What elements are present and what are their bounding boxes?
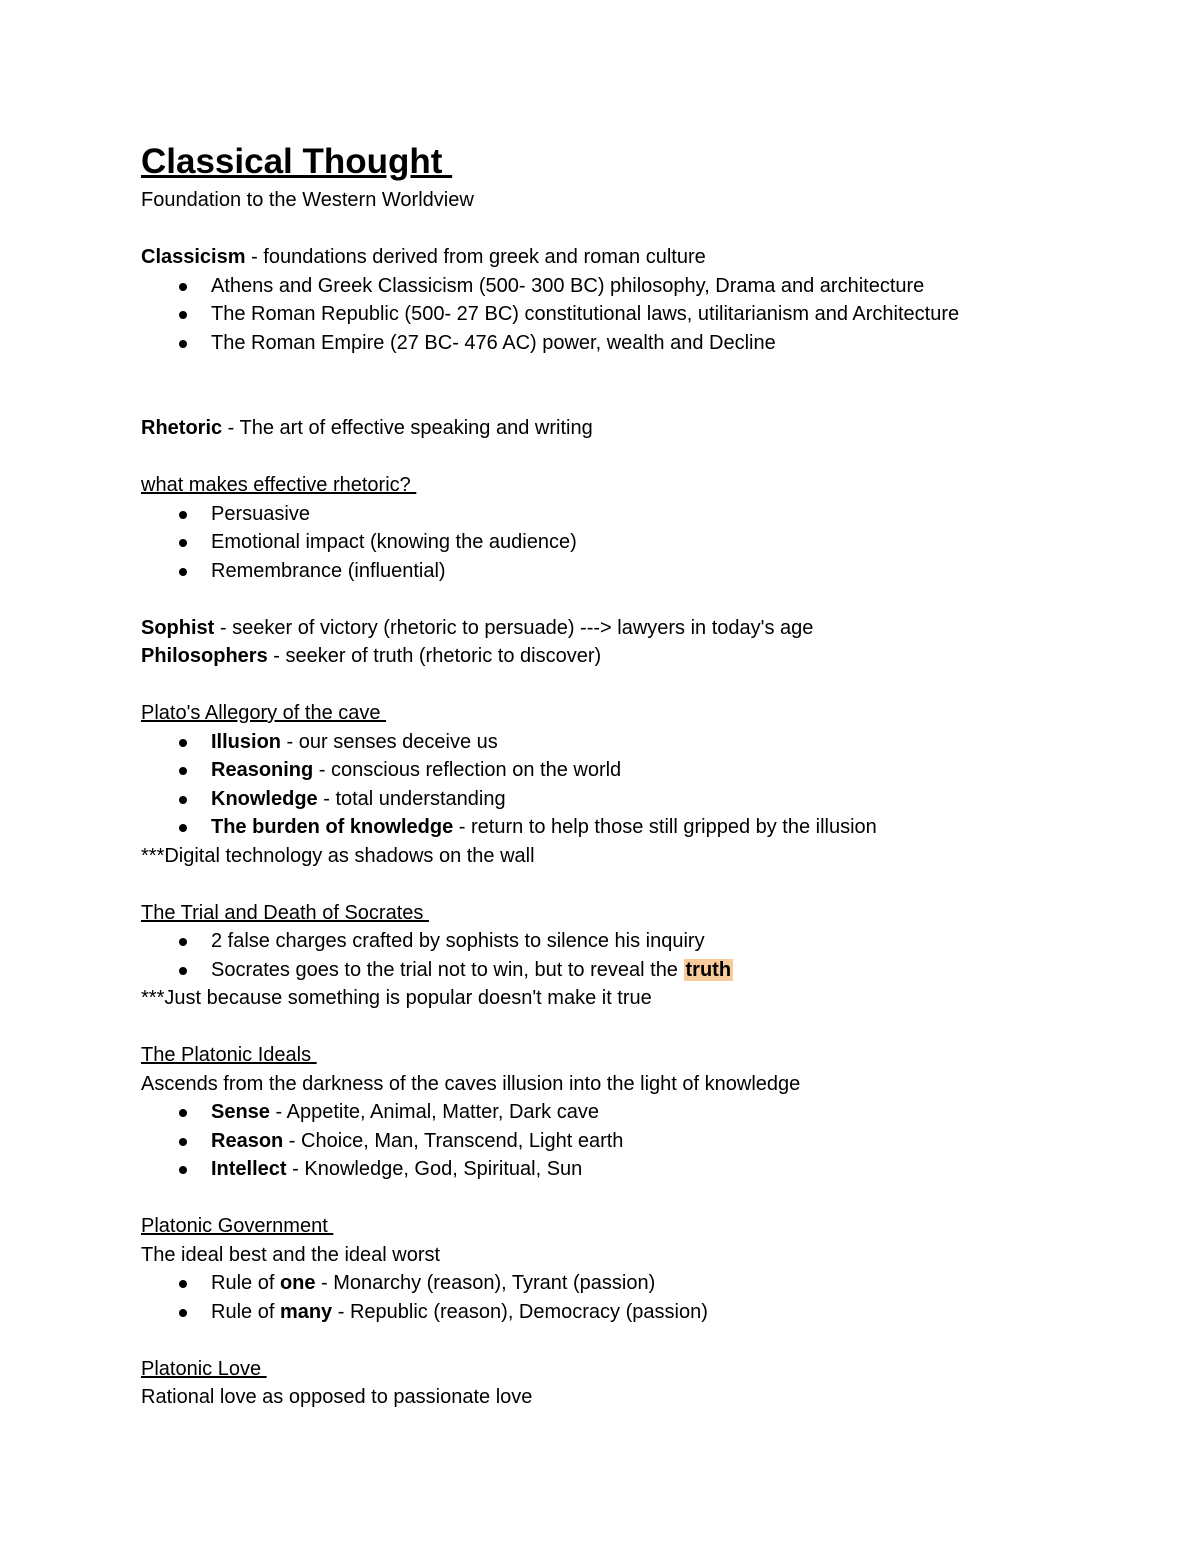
list-item: Rule of one - Monarchy (reason), Tyrant (passion) (141, 1269, 1101, 1298)
list-item: The burden of knowledge - return to help those still gripped by the illusion (141, 813, 1101, 842)
government-heading: Platonic Government (141, 1215, 334, 1237)
bullet-icon (179, 739, 187, 747)
government-list (141, 1269, 1101, 1326)
socrates-note: ***Just because something is popular doesn't make it true (141, 987, 652, 1009)
ideals-list (141, 1098, 1101, 1184)
bullet-icon (179, 1280, 187, 1288)
cave-heading: Plato's Allegory of the cave (141, 702, 387, 724)
love-heading: Platonic Love (141, 1357, 267, 1380)
rhetoric-definition (141, 414, 1101, 443)
bullet-icon (179, 568, 187, 576)
list-item: Knowledge - total understanding (141, 785, 1101, 814)
rhetoric-question: what makes effective rhetoric? (141, 474, 417, 496)
love-description: Rational love as opposed to passionate love (141, 1386, 533, 1408)
sophist-definition: Sophist - seeker of victory (rhetoric to persuade) ---> lawyers in today's age (141, 616, 814, 639)
cave-note: ***Digital technology as shadows on the wall (141, 844, 535, 867)
list-item: Persuasive (141, 500, 1101, 529)
highlighted-word: truth (685, 958, 732, 981)
bullet-icon (179, 283, 187, 291)
rhetoric-list (141, 500, 1101, 586)
list-item: Reasoning - conscious reflection on the world (141, 756, 1101, 785)
document-page (141, 140, 1101, 1412)
document-title: Classical Thought (141, 142, 453, 181)
rhetoric-def: - The art of effective speaking and writing (222, 417, 593, 439)
ideals-description: Ascends from the darkness of the caves illusion into the light of knowledge (141, 1072, 801, 1095)
bullet-icon (179, 767, 187, 775)
list-item: Athens and Greek Classicism (500- 300 BC) philosophy, Drama and architecture (141, 272, 1101, 301)
list-item: 2 false charges crafted by sophists to silence his inquiry (141, 927, 1101, 956)
list-item: Emotional impact (knowing the audience) (141, 528, 1101, 557)
list-item: Sense - Appetite, Animal, Matter, Dark cave (141, 1098, 1101, 1127)
classicism-def: - foundations derived from greek and roman culture (245, 246, 706, 268)
philosophers-term: Philosophers (141, 645, 268, 667)
bullet-icon (179, 938, 187, 946)
socrates-heading: The Trial and Death of Socrates (141, 901, 429, 924)
list-item: Rule of many - Republic (reason), Democracy (passion) (141, 1298, 1101, 1327)
ideals-heading: The Platonic Ideals (141, 1044, 317, 1066)
bullet-icon (179, 796, 187, 804)
bullet-icon (179, 824, 187, 832)
list-item: The Roman Republic (500- 27 BC) constitutional laws, utilitarianism and Architecture (141, 300, 1101, 329)
list-item: Intellect - Knowledge, God, Spiritual, Sun (141, 1155, 1101, 1184)
socrates-list (141, 927, 1101, 984)
rhetoric-term: Rhetoric (141, 417, 223, 439)
cave-list (141, 728, 1101, 842)
list-item: Illusion - our senses deceive us (141, 728, 1101, 757)
bullet-icon (179, 511, 187, 519)
bullet-icon (179, 1109, 187, 1117)
list-item: Reason - Choice, Man, Transcend, Light earth (141, 1127, 1101, 1156)
philosophers-definition: Philosophers - seeker of truth (rhetoric to discover) (141, 645, 602, 667)
bullet-icon (179, 539, 187, 547)
list-item: Socrates goes to the trial not to win, but to reveal the truth (141, 956, 1101, 985)
classicism-list (141, 272, 1101, 358)
classicism-definition (141, 243, 1101, 272)
bullet-icon (179, 311, 187, 319)
document-subtitle: Foundation to the Western Worldview (141, 189, 474, 211)
bullet-icon (179, 1309, 187, 1317)
bullet-icon (179, 1138, 187, 1146)
classicism-term: Classicism (141, 246, 246, 268)
list-item: The Roman Empire (27 BC- 476 AC) power, wealth and Decline (141, 329, 1101, 358)
sophist-term: Sophist (141, 616, 215, 639)
bullet-icon (179, 340, 187, 348)
bullet-icon (179, 1166, 187, 1174)
government-description: The ideal best and the ideal worst (141, 1243, 441, 1266)
bullet-icon (179, 967, 187, 975)
list-item: Remembrance (influential) (141, 557, 1101, 586)
